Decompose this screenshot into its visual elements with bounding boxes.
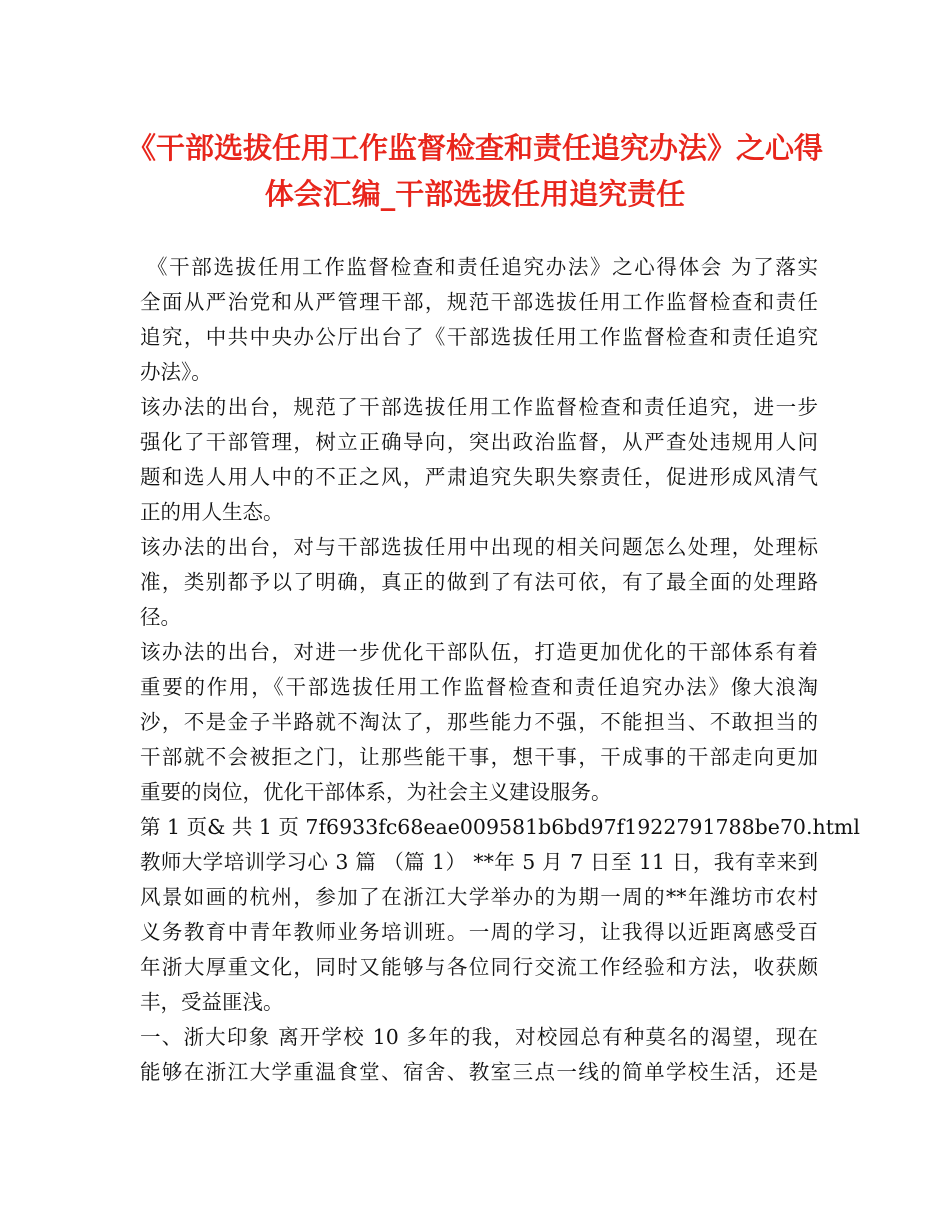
document-title: [120, 125, 830, 217]
body-text-line: 该办法的出台，对与干部选拔任用中出现的相关问题怎么处理，处理标: [140, 535, 818, 559]
body-text-line: 径。: [140, 605, 181, 629]
body-text-line: 第 1 页& 共 1 页 7f6933fc68eae009581b6bd97f1922791788be70.html: [140, 815, 860, 839]
body-text-line: 追究，中共中央办公厅出台了《干部选拔任用工作监督检查和责任追究: [140, 325, 818, 349]
body-text-line: 年浙大厚重文化，同时又能够与各位同行交流工作经验和方法，收获颇: [140, 955, 818, 979]
body-text-line: 沙，不是金子半路就不淘汰了，那些能力不强，不能担当、不敢担当的: [140, 710, 818, 734]
body-text-line: 该办法的出台，规范了干部选拔任用工作监督检查和责任追究，进一步: [140, 395, 818, 419]
body-text-line: 办法》。: [140, 360, 212, 384]
body-text-line: 重要的岗位，优化干部体系，为社会主义建设服务。: [140, 780, 612, 804]
body-text-line: 一、浙大印象 离开学校 10 多年的我，对校园总有种莫名的渴望，现在: [140, 1025, 818, 1049]
document-body: [140, 250, 860, 1090]
body-text-line: 题和选人用人中的不正之风，严肃追究失职失察责任，促进形成风清气: [140, 465, 818, 489]
body-text-line: 丰，受益匪浅。: [140, 990, 284, 1014]
body-text-line: 全面从严治党和从严管理干部，规范干部选拔任用工作监督检查和责任: [140, 290, 818, 314]
title-line: 体会汇编_干部选拔任用追究责任: [264, 177, 686, 211]
title-line: 《干部选拔任用工作监督检查和责任追究办法》之心得: [126, 131, 823, 165]
body-text-line: 教师大学培训学习心 3 篇 （篇 1） **年 5 月 7 日至 11 日，我有幸来到: [140, 850, 818, 874]
body-text-line: 《干部选拔任用工作监督检查和责任追究办法》之心得体会 为了落实: [147, 255, 818, 279]
body-text-line: 义务教育中青年教师业务培训班。一周的学习，让我得以近距离感受百: [140, 920, 818, 944]
body-text-line: 准，类别都予以了明确，真正的做到了有法可依，有了最全面的处理路: [140, 570, 818, 594]
body-text-line: 强化了干部管理，树立正确导向，突出政治监督，从严查处违规用人问: [140, 430, 818, 454]
body-text-line: 该办法的出台，对进一步优化干部队伍，打造更加优化的干部体系有着: [140, 640, 818, 664]
body-text-line: 重要的作用，《干部选拔任用工作监督检查和责任追究办法》像大浪淘: [140, 675, 818, 699]
body-text-line: 能够在浙江大学重温食堂、宿舍、教室三点一线的简单学校生活，还是: [140, 1060, 818, 1084]
body-text-line: 干部就不会被拒之门，让那些能干事，想干事，干成事的干部走向更加: [140, 745, 818, 769]
body-text-line: 正的用人生态。: [140, 500, 284, 524]
body-text-line: 风景如画的杭州，参加了在浙江大学举办的为期一周的**年潍坊市农村: [140, 885, 818, 909]
